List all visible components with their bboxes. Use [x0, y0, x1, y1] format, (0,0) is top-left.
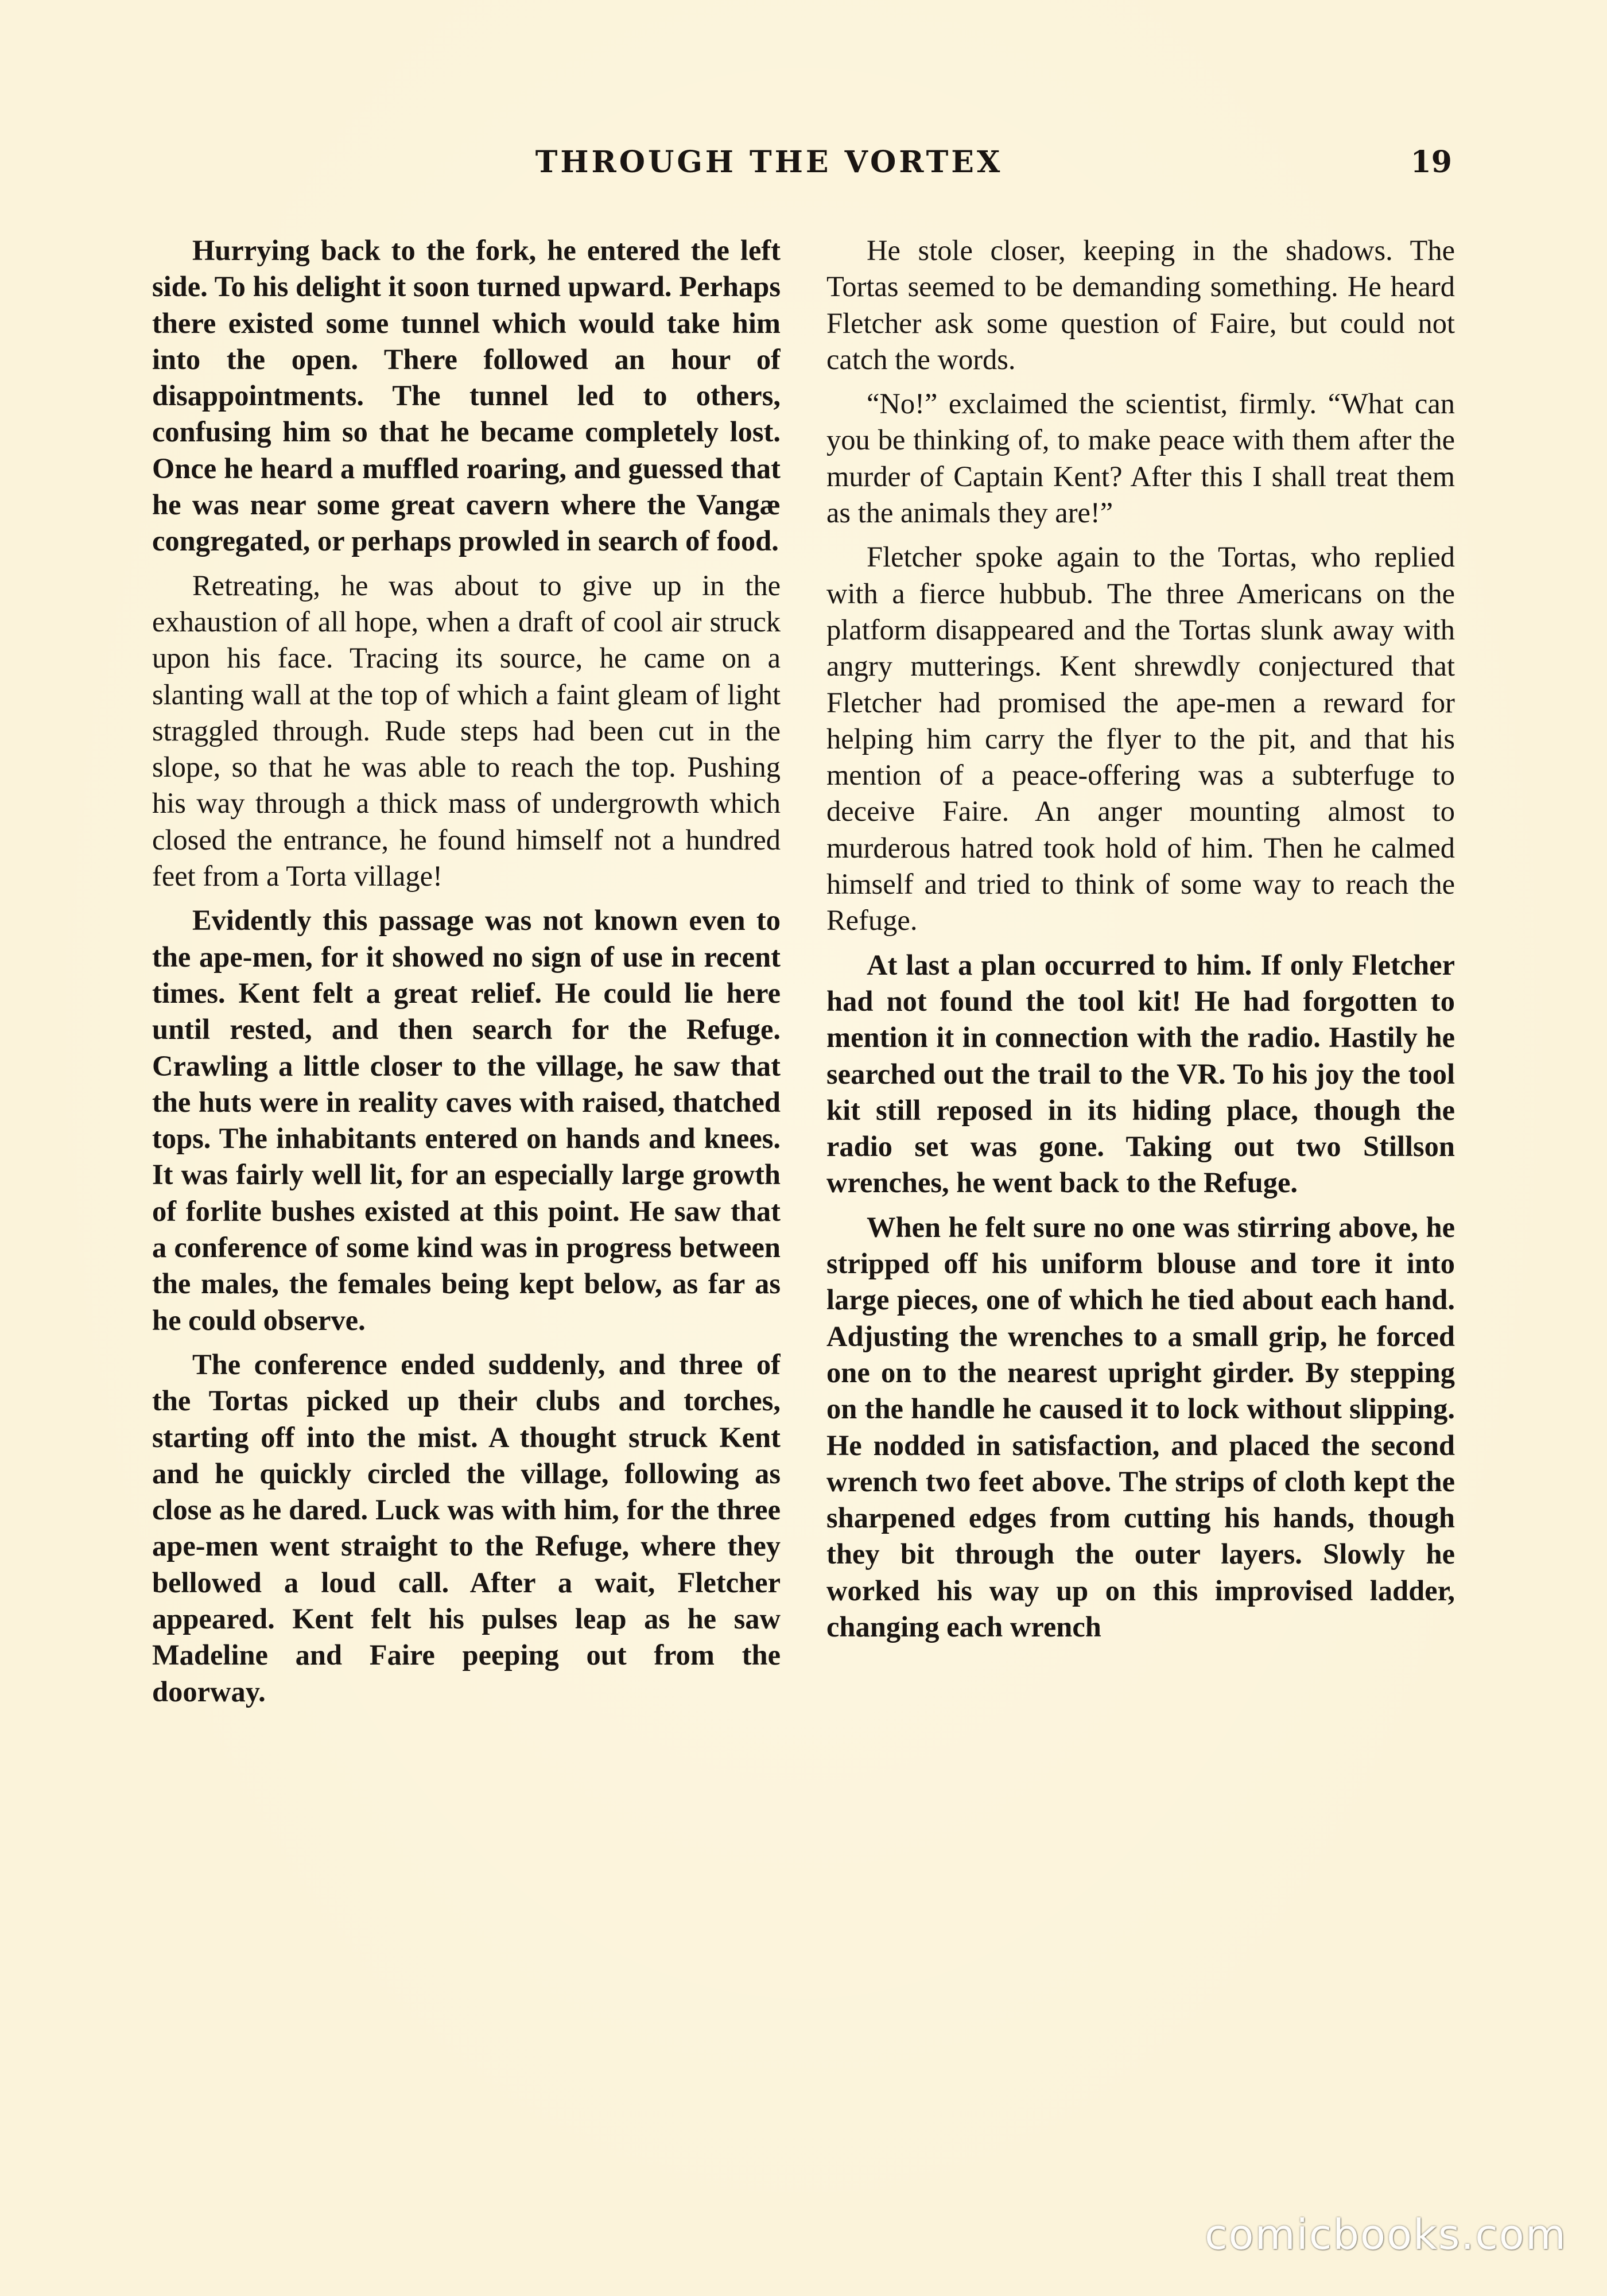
running-title: THROUGH THE VORTEX [535, 145, 1003, 180]
paragraph: Hurrying back to the fork, he entered the left side. To his delight it soon turned upward. Perhaps there existed some tunnel which would take him into the open. There followed an hour of disappointments. The tunnel led to others, confusing him so that he became completely lost. Once he heard a muffled roaring, and guessed that he was near some great cavern where the Vangæ congregated, or perhaps prowled in search of food. [152, 234, 781, 557]
left-text-column [152, 232, 781, 2144]
paragraph: When he felt sure no one was stirring above, he stripped off his uniform blouse and tore it into large pieces, one of which he tied about each hand. Adjusting the wrenches to a small grip, he forced one on to the nearest upright girder. By stepping on the handle he caused it to lock without slipping. He nodded in satisfaction, and placed the second wrench two feet above. The strips of cloth kept the sharpened edges from cutting his hands, though they bit through the outer layers. Slowly he worked his way up on this improvised ladder, changing each wrench [826, 1211, 1455, 1643]
page-number: 19 [1410, 145, 1452, 180]
right-text-column [826, 232, 1455, 2144]
paragraph: Fletcher spoke again to the Tortas, who replied with a fierce hubbub. The three Americans on the platform disappeared and the Tortas slunk away with angry mutterings. Kent shrewdly conjectured that Fletcher had promised the ape-men a reward for helping him carry the flyer to the pit, and that his mention of a peace-offering was a subterfuge to deceive Faire. An anger mounting almost to murderous hatred took hold of him. Then he calmed himself and tried to think of some way to reach the Refuge. [826, 541, 1455, 937]
paragraph: “No!” exclaimed the scientist, firmly. “What can you be thinking of, to make peace with them after the murder of Captain Kent? After this I shall treat them as the animals they are!” [826, 387, 1455, 529]
paragraph: He stole closer, keeping in the shadows. The Tortas seemed to be demanding something. He heard Fletcher ask some question of Faire, but could not catch the words. [826, 234, 1455, 375]
paragraph: Retreating, he was about to give up in the exhaustion of all hope, when a draft of cool air struck upon his face. Tracing its source, he came on a slanting wall at the top of which a faint gleam of light straggled through. Rude steps had been cut in the slope, so that he was able to reach the top. Pushing his way through a thick mass of undergrowth which closed the entrance, he found himself not a hundred feet from a Torta village! [152, 569, 781, 893]
paragraph: Evidently this passage was not known even to the ape-men, for it showed no sign of use in recent times. Kent felt a great relief. He could lie here until rested, and then search for the Refuge. Crawling a little closer to the village, he saw that the huts were in reality caves with raised, thatched tops. The inhabitants entered on hands and knees. It was fairly well lit, for an especially large growth of forlite bushes existed at this point. He saw that a conference of some kind was in progress between the males, the females being kept below, as far as he could observe. [152, 904, 781, 1336]
paragraph: The conference ended suddenly, and three of the Tortas picked up their clubs and torches, starting off into the mist. A thought struck Kent and he quickly circled the village, following as close as he dared. Luck was with him, for the three ape-men went straight to the Refuge, where they bellowed a loud call. After a wait, Fletcher appeared. Kent felt his pulses leap as he saw Madeline and Faire peeping out from the doorway. [152, 1348, 781, 1708]
running-header [0, 142, 1607, 183]
paragraph: At last a plan occurred to him. If only Fletcher had not found the tool kit! He had forgotten to mention it in connection with the radio. Hastily he searched out the trail to the VR. To his joy the tool kit still reposed in its hiding place, though the radio set was gone. Taking out two Stillson wrenches, he went back to the Refuge. [826, 948, 1455, 1199]
site-watermark: comicbooks.com [1204, 2210, 1567, 2259]
